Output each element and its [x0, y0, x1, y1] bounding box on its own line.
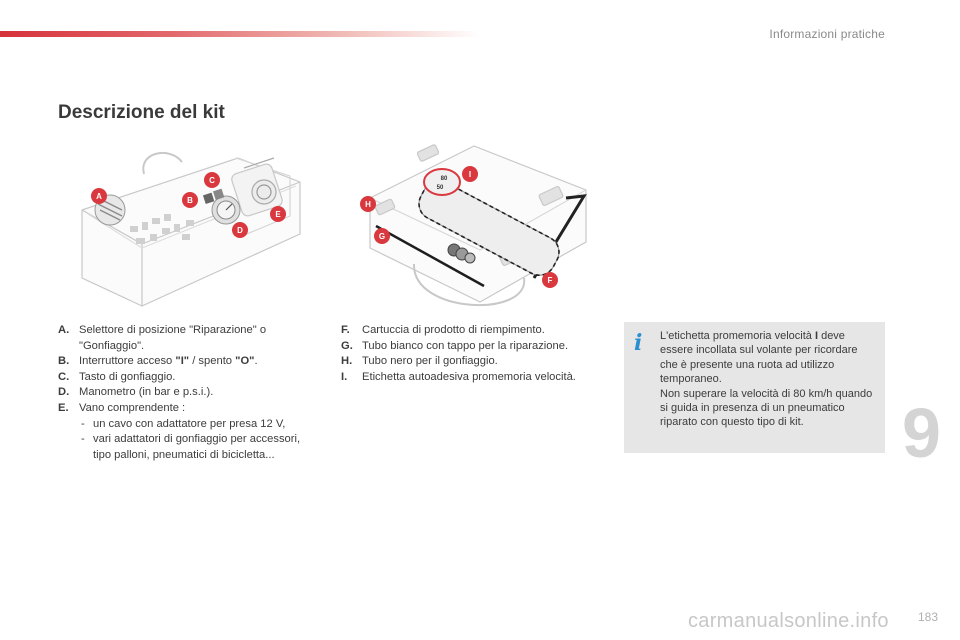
item-text: Etichetta autoadesiva promemoria velocità. — [362, 370, 576, 383]
item-text: Manometro (in bar e p.s.i.). — [79, 386, 214, 399]
watermark: carmanualsonline.info — [688, 610, 889, 632]
info-note-box — [624, 322, 885, 453]
item-key: I. — [341, 370, 348, 383]
item-text: Interruttore acceso "I" / spento "O". — [79, 355, 258, 368]
sticker-speed-50: 50 — [436, 185, 444, 191]
label-f: F — [547, 276, 553, 285]
list-item — [58, 323, 320, 354]
item-text: Selettore di posizione "Riparazione" o "Gonfiaggio". — [79, 324, 267, 352]
list-item — [58, 385, 320, 401]
label-a: A — [96, 192, 102, 201]
header-accent-bar — [0, 31, 480, 37]
info-note-text: L'etichetta promemoria velocità I deve essere incollata sul volante per ricordare che è presente una ruota ad utilizzo temporaneo. Non superare la velocità di 80 km/h quando si guida in presenza di un pneumatico riparato con questo tipo di kit. — [660, 330, 873, 429]
list-item — [341, 339, 611, 355]
item-key: B. — [58, 355, 70, 368]
item-key: H. — [341, 355, 353, 368]
list-item — [58, 354, 320, 370]
item-key: F. — [341, 324, 350, 336]
label-g: G — [378, 232, 386, 241]
label-i: I — [468, 170, 472, 179]
page-title: Descrizione del kit — [58, 102, 225, 123]
page-number: 183 — [917, 610, 938, 624]
info-icon: i — [634, 330, 643, 356]
item-key: C. — [58, 370, 70, 383]
legend-list-right — [341, 323, 611, 385]
legend-list-left — [58, 323, 320, 463]
speed-sticker-icon — [424, 169, 460, 195]
list-item — [58, 401, 320, 463]
list-item — [341, 323, 611, 339]
label-h: H — [365, 200, 371, 209]
label-b: B — [187, 196, 193, 205]
item-text: Tubo nero per il gonfiaggio. — [362, 355, 498, 368]
item-key: D. — [58, 386, 70, 399]
item-key: A. — [58, 324, 70, 336]
sub-item: - vari adattatori di gonfiaggio per accessori, tipo palloni, pneumatici di bicicletta... — [81, 433, 301, 461]
label-c: C — [209, 176, 215, 185]
item-key: G. — [341, 339, 353, 352]
chapter-number: 9 — [902, 394, 941, 472]
item-text: Tubo bianco con tappo per la riparazione. — [362, 339, 569, 352]
manometer-icon — [212, 196, 240, 224]
section-header: Informazioni pratiche — [769, 27, 885, 41]
item-text: Vano comprendente : - un cavo con adattatore per presa 12 V, - vari adattatori di gonfiaggio per accessori, tipo palloni, pneumatici di bicicletta... — [79, 401, 320, 463]
kit-underside-illustration — [354, 138, 594, 318]
kit-compressor-illustration — [78, 148, 310, 312]
item-key: E. — [58, 401, 69, 414]
list-item — [341, 354, 611, 370]
list-item — [341, 370, 611, 386]
label-e: E — [275, 210, 281, 219]
sticker-speed-80: 80 — [440, 176, 448, 182]
list-item — [58, 370, 320, 386]
item-text: Tasto di gonfiaggio. — [79, 370, 176, 383]
sub-item: - un cavo con adattatore per presa 12 V, — [81, 417, 286, 430]
label-d: D — [237, 226, 243, 235]
item-text: Cartuccia di prodotto di riempimento. — [362, 324, 545, 336]
